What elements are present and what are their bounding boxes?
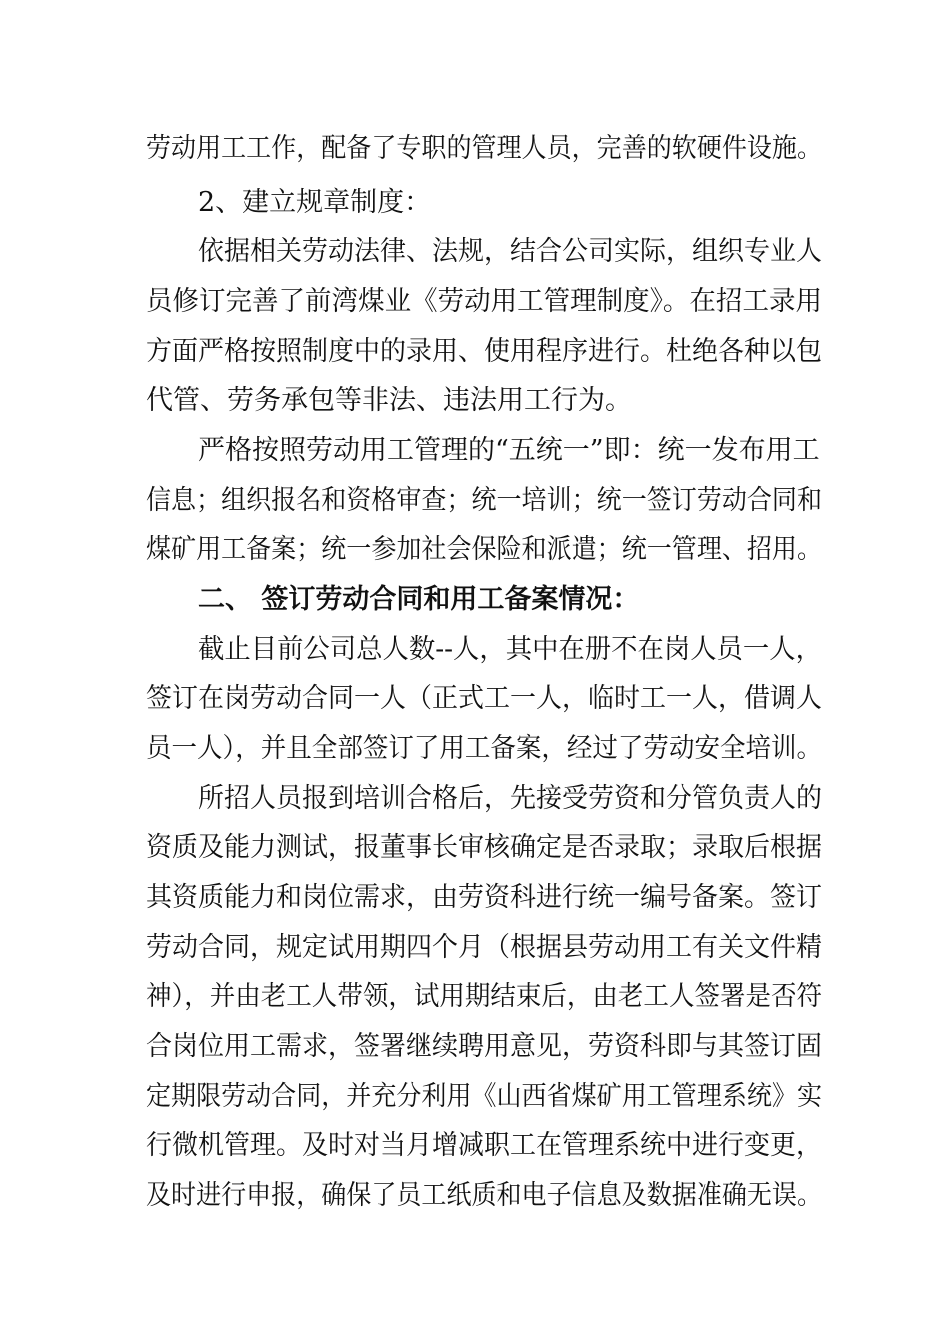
text-line: 所招人员报到培训合格后，先接受劳资和分管负责人的: [198, 783, 823, 814]
paragraph-line: [0, 928, 950, 968]
text-line: 方面严格按照制度中的录用、使用程序进行。杜绝各种以包: [146, 336, 823, 367]
text-line: 神），并由老工人带领，试用期结束后，由老工人签署是否符: [146, 981, 823, 1012]
paragraph-line: [0, 779, 950, 819]
paragraph-line: [0, 1027, 950, 1067]
text-line: 资质及能力测试，报董事长审核确定是否录取；录取后根据: [146, 832, 823, 863]
paragraph-line: [0, 580, 950, 620]
paragraph-line: [0, 878, 950, 918]
text-line: 煤矿用工备案；统一参加社会保险和派遣；统一管理、招用。: [146, 534, 823, 565]
paragraph-line: [0, 1176, 950, 1216]
text-line: 信息；组织报名和资格审查；统一培训；统一签订劳动合同和: [146, 485, 823, 516]
paragraph-line: [0, 481, 950, 521]
paragraph-line: [0, 381, 950, 421]
text-line: 员修订完善了前湾煤业《劳动用工管理制度》。在招工录用: [146, 286, 822, 317]
paragraph-line: [0, 630, 950, 670]
paragraph-line: [0, 282, 950, 322]
paragraph-line: [0, 332, 950, 372]
text-line: 签订在岗劳动合同一人（正式工一人，临时工一人，借调人: [146, 683, 823, 714]
text-line: 严格按照劳动用工管理的“五统一”即：统一发布用工: [198, 435, 820, 466]
paragraph-line: [0, 729, 950, 769]
text-line: 其资质能力和岗位需求，由劳资科进行统一编号备案。签订: [146, 882, 823, 913]
text-line: 依据相关劳动法律、法规，结合公司实际，组织专业人: [198, 236, 823, 267]
paragraph-line: [0, 530, 950, 570]
text-line: 合岗位用工需求，签署继续聘用意见，劳资科即与其签订固: [146, 1031, 823, 1062]
paragraph-line: [0, 828, 950, 868]
paragraph-line: [0, 431, 950, 471]
text-line: 行微机管理。及时对当月增减职工在管理系统中进行变更，: [146, 1130, 823, 1161]
text-line: 劳动合同，规定试用期四个月（根据县劳动用工有关文件精: [146, 932, 823, 963]
text-line: 代管、劳务承包等非法、违法用工行为。: [146, 385, 632, 416]
text-line: 定期限劳动合同，并充分利用《山西省煤矿用工管理系统》实: [146, 1081, 823, 1112]
paragraph-line: [0, 679, 950, 719]
paragraph-line: [0, 977, 950, 1017]
paragraph-line: [0, 232, 950, 272]
paragraph-line: [0, 129, 950, 169]
paragraph-line: [0, 183, 950, 223]
text-line: 及时进行申报，确保了员工纸质和电子信息及数据准确无误。: [146, 1180, 823, 1211]
paragraph-line: [0, 1077, 950, 1117]
section-heading: 二、 签订劳动合同和用工备案情况：: [198, 584, 640, 615]
text-line: 劳动用工工作，配备了专职的管理人员，完善的软硬件设施。: [146, 133, 823, 164]
subheading: 2、建立规章制度：: [198, 187, 432, 218]
paragraph-line: [0, 1126, 950, 1166]
text-line: 截止目前公司总人数--人，其中在册不在岗人员一人，: [198, 634, 822, 665]
text-line: 员一人），并且全部签订了用工备案，经过了劳动安全培训。: [146, 733, 823, 764]
